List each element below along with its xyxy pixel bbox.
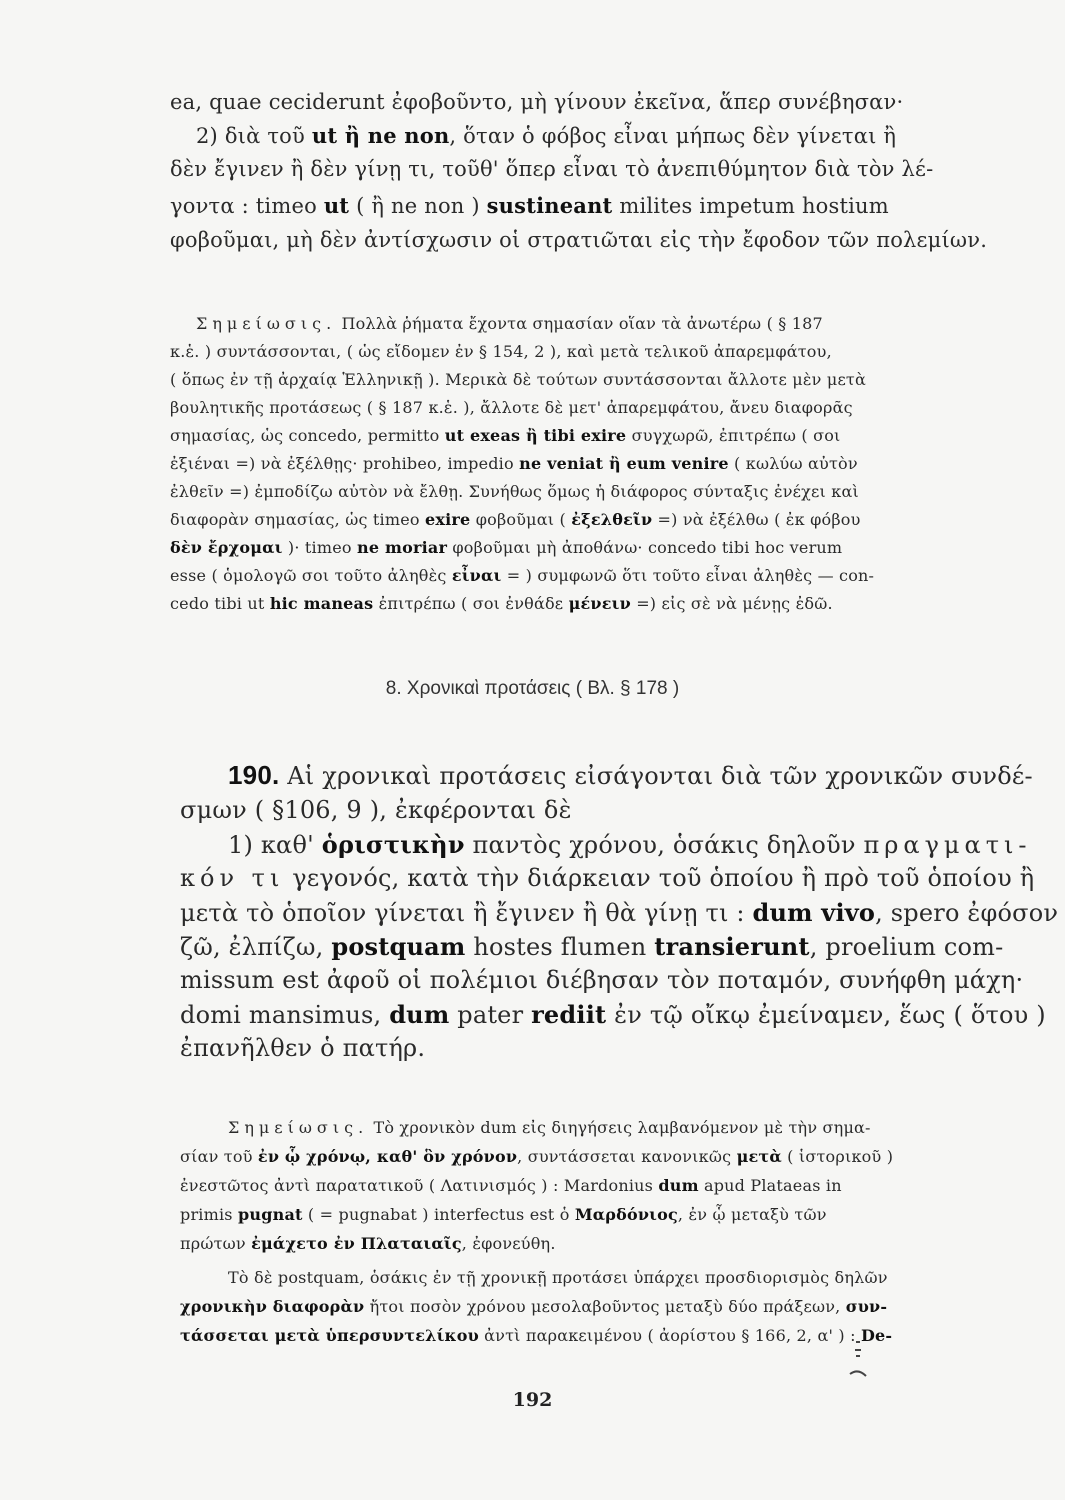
text-span: ( ἢ ne non ) xyxy=(349,194,487,218)
section-heading: 8. Χρονικαὶ προτάσεις ( Βλ. § 178 ) xyxy=(385,678,680,699)
bold-text: sustineant xyxy=(486,193,613,218)
ink-mark-icon xyxy=(846,1340,870,1384)
page-number: 192 xyxy=(512,1389,553,1411)
text-span: παντὸς χρόνου, ὁσάκις δηλοῦν xyxy=(464,831,864,859)
text-span: ( κωλύω αὐτὸν xyxy=(728,454,858,473)
text-span: ἐνεστῶτος ἀντὶ παρατατικοῦ ( Λατινισμός ) : Mardonius xyxy=(180,1176,659,1195)
note-line xyxy=(170,426,1030,445)
bold-text: εἶναι xyxy=(451,566,502,585)
spaced-text: Σημείωσις. xyxy=(228,1118,369,1137)
text-span: μετὰ τὸ ὁποῖον γίνεται ἢ ἔγινεν ἢ θὰ γίνῃ τι : xyxy=(180,899,753,927)
text-line xyxy=(170,90,1030,114)
note-line xyxy=(170,454,1030,473)
note-line xyxy=(180,1234,1030,1253)
text-span: cedo tibi ut xyxy=(170,594,270,613)
text-span: pater xyxy=(449,1001,532,1029)
bold-text: ne veniat ἢ eum venire xyxy=(519,454,729,473)
note-line xyxy=(196,314,1026,333)
text-line xyxy=(180,966,1030,994)
spaced-text: πραγματι- xyxy=(863,831,1032,859)
bold-text: ut xyxy=(323,193,350,218)
note-line xyxy=(170,538,1030,557)
text-span: σίαν τοῦ xyxy=(180,1147,258,1166)
text-span: domi mansimus, xyxy=(180,1001,390,1029)
text-line xyxy=(180,1034,1030,1062)
text-span: φοβοῦμαι, μὴ δὲν ἀντίσχωσιν οἱ στρατιῶται εἰς τὴν ἔφοδον τῶν πολεμίων. xyxy=(170,228,988,252)
note-line xyxy=(180,1326,1030,1345)
note-line xyxy=(180,1147,1030,1166)
note-line xyxy=(180,1297,1030,1316)
bold-text: χρονικὴν διαφορὰν xyxy=(180,1297,365,1316)
text-span: ἐπιτρέπω ( σοι ἐνθάδε xyxy=(373,594,569,613)
text-span: , spero ἐφόσον xyxy=(875,899,1059,927)
text-span: Αἱ χρονικαὶ προτάσεις εἰσάγονται διὰ τῶν χρονικῶν συνδέ- xyxy=(279,762,1033,790)
text-line xyxy=(180,898,1059,927)
text-span: missum est ἀφοῦ οἱ πολέμιοι διέβησαν τὸν ποταμόν, συνήφθη μάχη· xyxy=(180,966,1024,994)
bold-text: μετὰ xyxy=(736,1147,782,1166)
text-span: ( = pugnabat ) interfectus est ὁ xyxy=(302,1205,575,1224)
text-span: πρώτων xyxy=(180,1234,252,1253)
text-span: ἐλθεῖν =) ἐμποδίζω αὐτὸν νὰ ἔλθῃ. Συνήθως ὅμως ἡ διάφορος σύνταξις ἐνέχει καὶ xyxy=(170,482,859,501)
bold-text: dum xyxy=(389,1000,450,1029)
text-line xyxy=(180,1000,1046,1029)
text-span: , συντάσσεται κανονικῶς xyxy=(517,1147,737,1166)
text-span: ἐξιέναι =) νὰ ἐξέλθῃς· prohibeo, impedio xyxy=(170,454,520,473)
text-span: ἤτοι ποσὸν χρόνου μεσολαβοῦντος μεταξὺ δύο πράξεων, xyxy=(364,1297,846,1316)
bold-text: ἐμάχετο ἐν Πλαταιαῖς xyxy=(251,1234,462,1253)
section-number: 190. xyxy=(228,760,280,790)
text-span: primis xyxy=(180,1205,238,1224)
text-span: milites impetum hostium xyxy=(612,194,889,218)
text-span: σμων ( §106, 9 ), ἐκφέρονται δὲ xyxy=(180,796,572,824)
bold-text: ἐξελθεῖν xyxy=(571,510,653,529)
text-span: ea, quae ceciderunt ἐφοβοῦντο, μὴ γίνουν ἐκεῖνα, ἅπερ συνέβησαν· xyxy=(170,90,904,114)
bold-text: συν- xyxy=(845,1297,888,1316)
note-line xyxy=(180,1176,1030,1195)
bold-text: transierunt xyxy=(654,932,810,961)
text-line xyxy=(170,228,1030,252)
text-span: =) εἰς σὲ νὰ μένῃς ἐδῶ. xyxy=(630,594,833,613)
text-span: γεγονός, κατὰ τὴν διάρκειαν τοῦ ὁποίου ἢ πρὸ τοῦ ὁποίου ἢ xyxy=(284,864,1035,892)
note-line xyxy=(170,342,1030,361)
note-line xyxy=(170,482,1030,501)
text-span: , proelium com- xyxy=(809,933,1004,961)
text-span: Τὸ χρονικὸν dum εἰς διηγήσεις λαμβανόμενον μὲ τὴν σημα- xyxy=(368,1118,871,1137)
text-span: apud Plataeas in xyxy=(698,1176,842,1195)
text-line xyxy=(170,157,1030,181)
text-span: = ) συμφωνῶ ὅτι τοῦτο εἶναι ἀληθὲς — con- xyxy=(501,566,875,585)
text-span: κ.ἑ. ) συντάσσονται, ( ὡς εἴδομεν ἐν § 154, 2 ), καὶ μετὰ τελικοῦ ἀπαρεμφάτου, xyxy=(170,342,832,361)
text-span: βουλητικῆς προτάσεως ( § 187 κ.ἑ. ), ἄλλοτε δὲ μετ' ἀπαρεμφάτου, ἄνευ διαφορᾶς xyxy=(170,398,853,417)
text-span: , ἐν ᾧ μεταξὺ τῶν xyxy=(677,1205,827,1224)
note-line xyxy=(170,594,1030,613)
text-line xyxy=(228,830,1032,859)
text-span: esse ( ὁμολογῶ σοι τοῦτο ἀληθὲς xyxy=(170,566,452,585)
bold-text: De- xyxy=(860,1326,893,1345)
text-line xyxy=(180,796,1030,824)
bold-text: ὁριστικὴν xyxy=(321,830,465,859)
spaced-text: κόν τι xyxy=(180,864,285,892)
text-span: , ἐφονεύθη. xyxy=(461,1234,556,1253)
text-span: hostes flumen xyxy=(465,933,655,961)
bold-text: ἐν ᾧ χρόνῳ, καθ' ὃν χρόνον xyxy=(257,1147,518,1166)
text-span: 1) καθ' xyxy=(228,831,322,859)
text-span: Πολλὰ ῥήματα ἔχοντα σημασίαν οἵαν τὰ ἀνωτέρω ( § 187 xyxy=(336,314,823,333)
bold-text: postquam xyxy=(331,932,466,961)
bold-text: τάσσεται μετὰ ὑπερσυντελίκου xyxy=(180,1326,479,1345)
text-span: συγχωρῶ, ἐπιτρέπω ( σοι xyxy=(626,426,841,445)
text-span: 2) διὰ τοῦ xyxy=(196,124,312,148)
bold-text: dum xyxy=(658,1176,699,1195)
bold-text: dum vivo xyxy=(752,898,876,927)
bold-text: exire xyxy=(425,510,471,529)
text-span: γοντα : timeo xyxy=(170,194,324,218)
note-line xyxy=(170,510,1030,529)
bold-text: μένειν xyxy=(568,594,631,613)
bold-text: hic maneas xyxy=(269,594,374,613)
note-line xyxy=(180,1205,1030,1224)
text-span: δὲν ἔγινεν ἢ δὲν γίνῃ τι, τοῦθ' ὅπερ εἶναι τὸ ἀνεπιθύμητον διὰ τὸν λέ- xyxy=(170,157,934,181)
note-line xyxy=(170,398,1030,417)
text-span: φοβοῦμαι μὴ ἀποθάνω· concedo tibi hoc verum xyxy=(447,538,843,557)
text-span: διαφορὰν σημασίας, ὡς timeo xyxy=(170,510,426,529)
bold-text: pugnat xyxy=(238,1205,303,1224)
note-line xyxy=(228,1118,1028,1137)
text-span: σημασίας, ὡς concedo, permitto xyxy=(170,426,445,445)
text-line xyxy=(170,193,1030,218)
text-span: =) νὰ ἐξέλθω ( ἐκ φόβου xyxy=(652,510,861,529)
bold-text: ut ἢ ne non xyxy=(311,123,450,148)
text-span: φοβοῦμαι ( xyxy=(470,510,572,529)
bold-text: ut exeas ἢ tibi exire xyxy=(444,426,627,445)
text-span: ( ὅπως ἐν τῇ ἀρχαίᾳ Ἑλληνικῇ ). Μερικὰ δὲ τούτων συντάσσονται ἄλλοτε μὲν μετὰ xyxy=(170,370,866,389)
text-span: ( ἱστορικοῦ ) xyxy=(781,1147,894,1166)
spaced-text: Σημείωσις. xyxy=(196,314,337,333)
bold-text: ne moriar xyxy=(357,538,448,557)
text-span: ἀντὶ παρακειμένου ( ἀορίστου § 166, 2, α' ) : xyxy=(478,1326,861,1345)
text-span: ζῶ, ἐλπίζω, xyxy=(180,933,332,961)
bold-text: rediit xyxy=(531,1000,607,1029)
bold-text: δὲν ἔρχομαι xyxy=(170,538,283,557)
text-line xyxy=(228,760,1033,791)
text-span: )· timeo xyxy=(282,538,358,557)
text-line xyxy=(180,864,1035,892)
text-line xyxy=(196,123,1026,148)
note-line xyxy=(228,1268,1028,1287)
text-span: ἐν τῷ οἴκῳ ἐμείναμεν, ἕως ( ὅτου ) xyxy=(606,1001,1046,1029)
bold-text: Μαρδόνιος xyxy=(574,1205,678,1224)
note-line xyxy=(170,566,1030,585)
text-span: Τὸ δὲ postquam, ὁσάκις ἐν τῇ χρονικῇ προτάσει ὑπάρχει προσδιορισμὸς δηλῶν xyxy=(228,1268,888,1287)
text-span: , ὅταν ὁ φόβος εἶναι μήπως δὲν γίνεται ἢ xyxy=(449,124,897,148)
text-span: ἐπανῆλθεν ὁ πατήρ. xyxy=(180,1034,426,1062)
note-line xyxy=(170,370,1030,389)
text-line xyxy=(180,932,1030,961)
